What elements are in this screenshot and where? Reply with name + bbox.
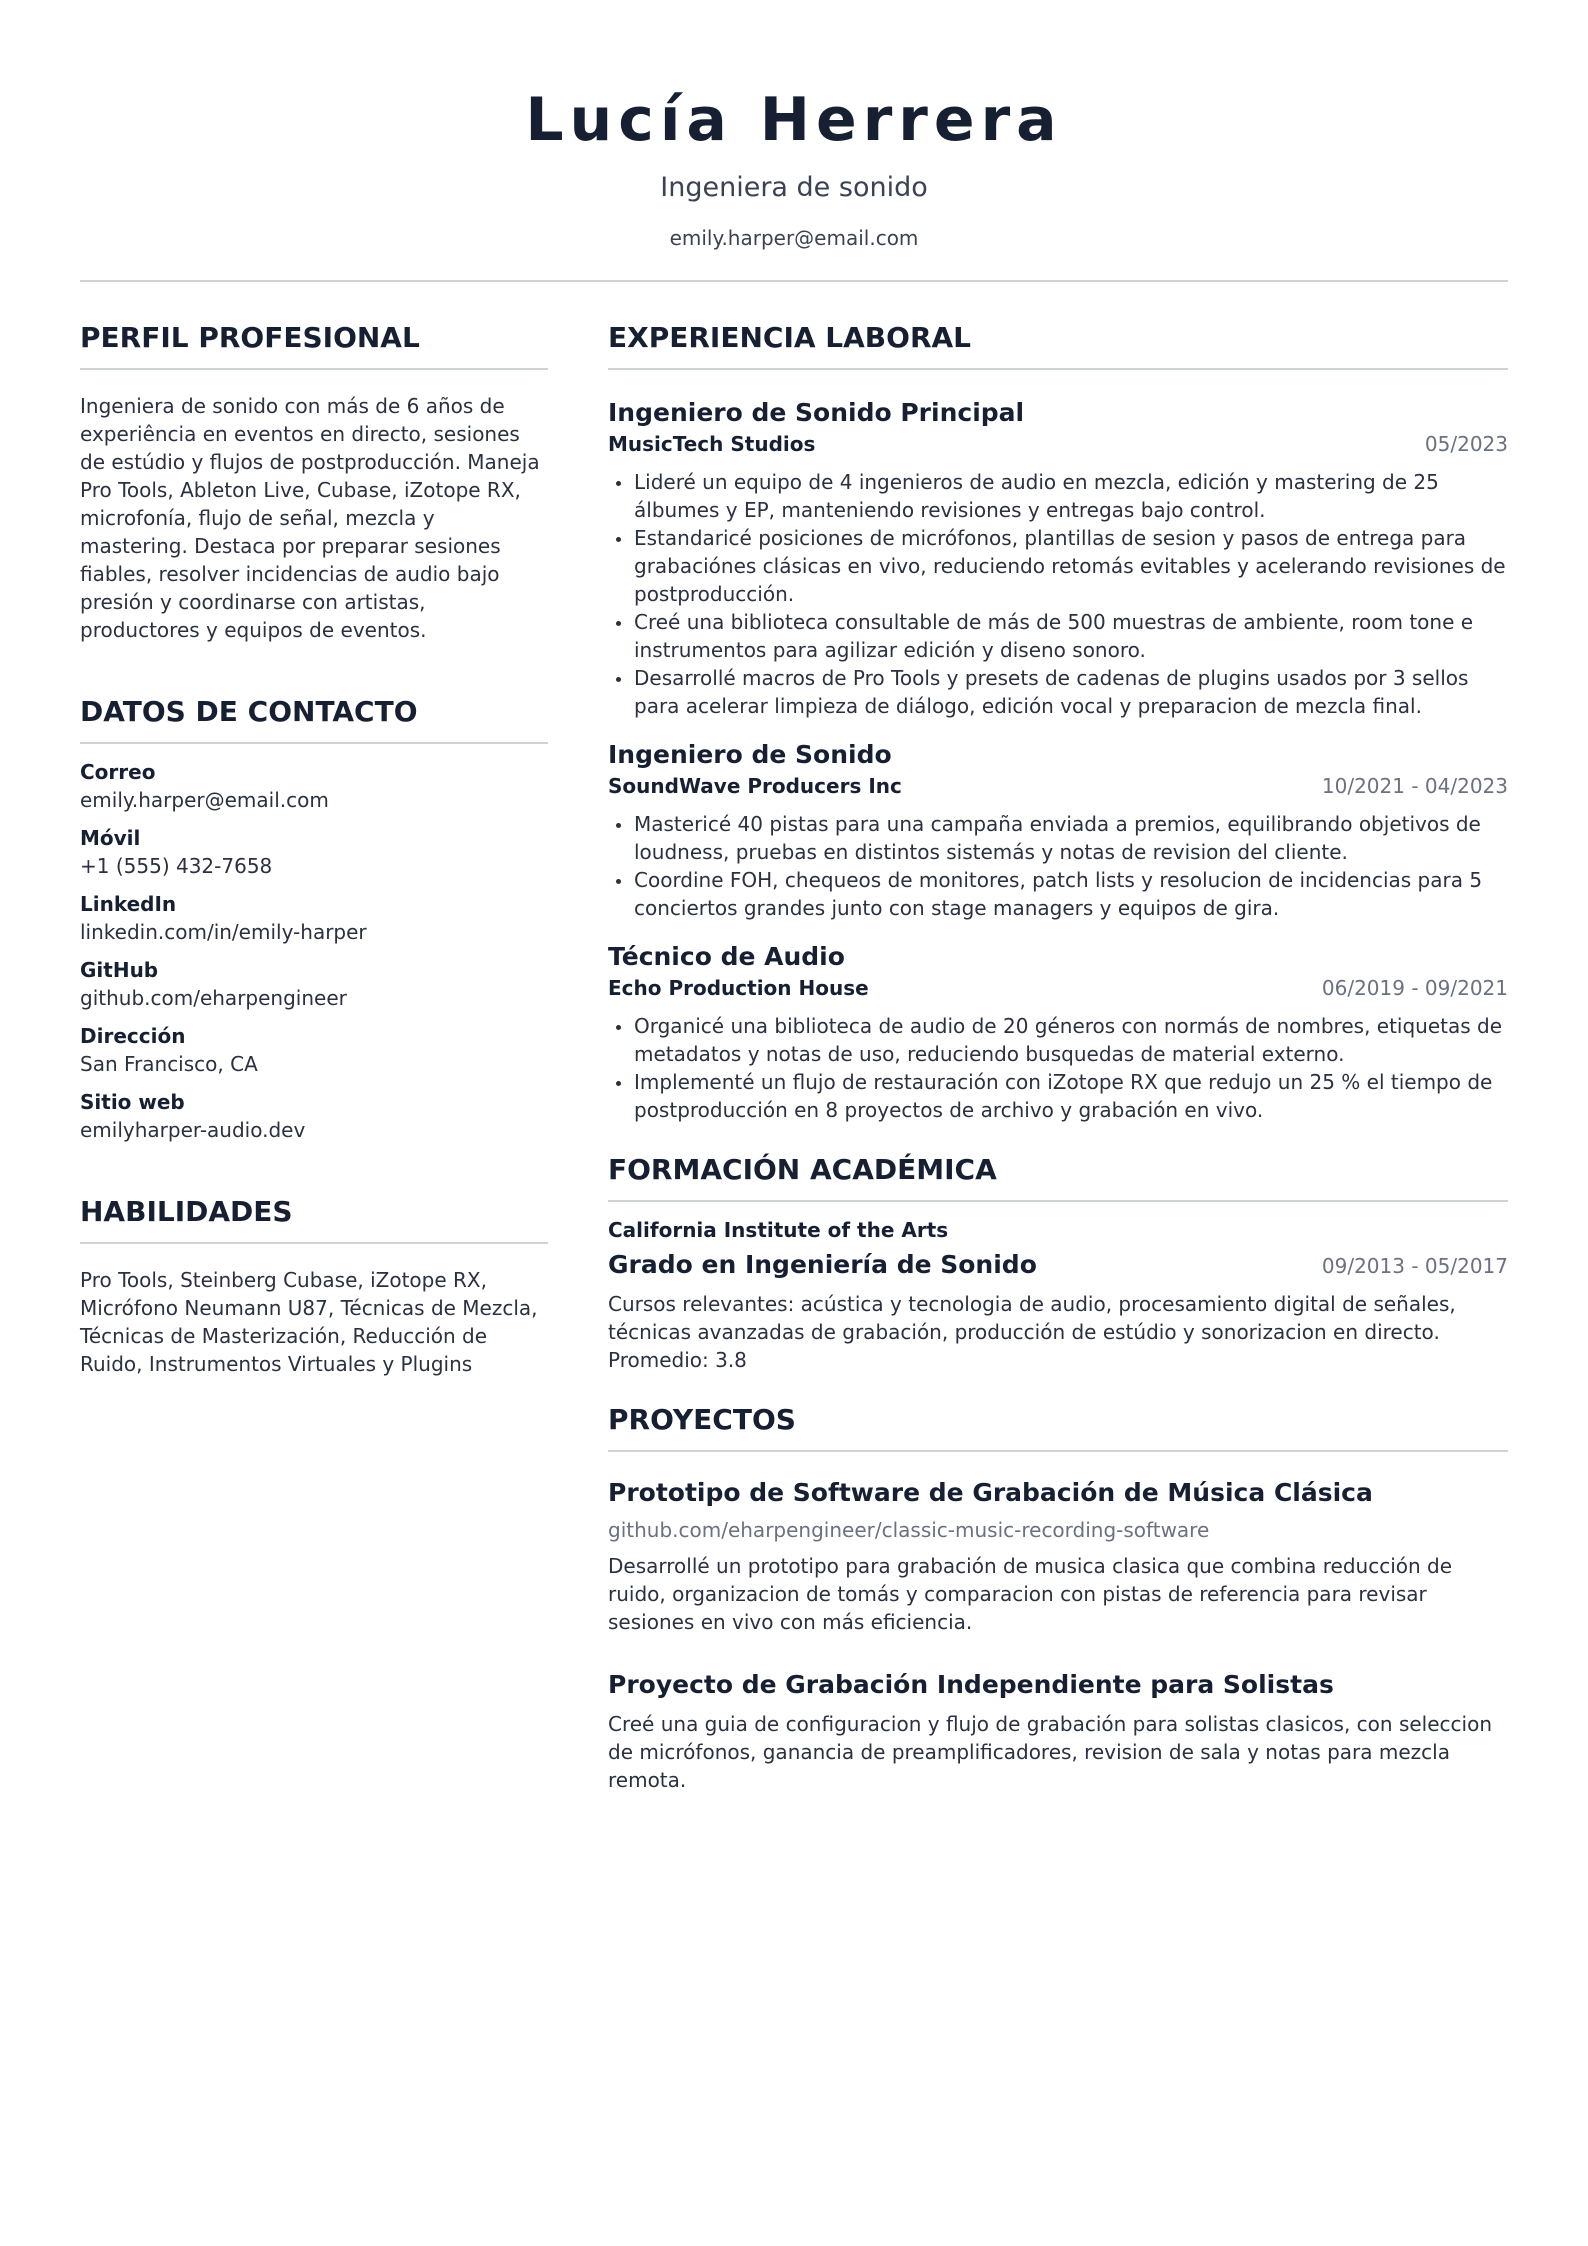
section-divider: [80, 368, 548, 370]
contact-email[interactable]: emily.harper@email.com: [80, 788, 329, 812]
contact-heading: DATOS DE CONTACTO: [80, 695, 418, 728]
job-company: SoundWave Producers Inc: [608, 774, 902, 798]
project-link[interactable]: github.com/eharpengineer/classic-music-recording-software: [608, 1518, 1210, 1542]
job-bullet: Organicé una biblioteca de audio de 20 géneros con normás de nombres, etiquetas de metadatos y notas de uso, reduciendo busquedas de material externo.: [608, 1012, 1508, 1068]
job-bullet: Coordine FOH, chequeos de monitores, patch lists y resolucion de incidencias para 5 conciertos grandes junto con stage managers y equipos de gira.: [608, 866, 1508, 922]
job-bullets: [608, 468, 1508, 720]
job-bullets: [608, 1012, 1508, 1124]
job-date: 06/2019 - 09/2021: [1321, 976, 1508, 1000]
section-divider: [608, 1450, 1508, 1452]
job-bullet: Desarrollé macros de Pro Tools y presets de cadenas de plugins usados por 3 sellos para acelerar limpieza de diálogo, edición vocal y preparacion de mezcla final.: [608, 664, 1508, 720]
job-date: 05/2023: [1424, 432, 1508, 456]
profile-text: Ingeniera de sonido con más de 6 años de experiência en eventos en directo, sesiones de estúdio y flujos de postproducción. Maneja Pro Tools, Ableton Live, Cubase, iZotope RX, microfonía, flujo de señal, mezcla y mastering. Destaca por preparar sesiones fiables, resolver incidencias de audio bajo presión y coordinarse con artistas, productores y equipos de eventos.: [80, 394, 540, 642]
contact-label-linkedin: LinkedIn: [80, 892, 177, 916]
job-company: MusicTech Studios: [608, 432, 816, 456]
education-degree: Grado en Ingeniería de Sonido: [608, 1250, 1037, 1279]
left-column: [80, 318, 548, 1794]
contact-label-website: Sitio web: [80, 1090, 185, 1114]
contact-linkedin[interactable]: linkedin.com/in/emily-harper: [80, 920, 367, 944]
job-entry: [608, 738, 1508, 922]
education-description: Cursos relevantes: acústica y tecnologia de audio, procesamiento digital de señales, técnicas avanzadas de grabación, producción de estúdio y sonorizacion en directo. Promedio: 3.8: [608, 1292, 1456, 1372]
contact-phone[interactable]: +1 (555) 432-7658: [80, 854, 273, 878]
projects-section: [608, 1400, 1508, 1794]
contact-website[interactable]: emilyharper-audio.dev: [80, 1118, 306, 1142]
job-company: Echo Production House: [608, 976, 869, 1000]
project-entry: [608, 1668, 1508, 1794]
right-column: [608, 318, 1508, 1794]
job-title: Ingeniero de Sonido Principal: [608, 398, 1025, 427]
job-entry: [608, 396, 1508, 720]
skills-section: [80, 1192, 548, 1378]
job-title: Ingeniero de Sonido: [608, 740, 892, 769]
section-divider: [80, 742, 548, 744]
candidate-role: Ingeniera de sonido: [660, 172, 928, 203]
candidate-name: Lucía Herrera: [525, 85, 1063, 155]
job-meta: [608, 772, 1508, 800]
project-entry: [608, 1476, 1508, 1636]
experience-heading: EXPERIENCIA LABORAL: [608, 321, 972, 354]
resume-header: [80, 0, 1508, 252]
section-divider: [80, 1242, 548, 1244]
section-divider: [608, 1200, 1508, 1202]
resume-columns: [80, 318, 1508, 1794]
contact-list: [80, 758, 548, 1144]
project-description: Creé una guia de configuracion y flujo de grabación para solistas clasicos, con seleccion de micrófonos, ganancia de preamplificadores, revision de sala y notas para mezcla remota.: [608, 1712, 1492, 1792]
contact-label-phone: Móvil: [80, 826, 141, 850]
contact-label-address: Dirección: [80, 1024, 186, 1048]
experience-section: [608, 318, 1508, 1124]
job-meta: [608, 974, 1508, 1002]
contact-label-github: GitHub: [80, 958, 159, 982]
header-divider: [80, 280, 1508, 282]
profile-section: [80, 318, 548, 644]
job-bullet: Estandaricé posiciones de micrófonos, plantillas de sesion y pasos de entrega para grabaciónes clásicas en vivo, reduciendo retomás evitables y acelerando revisiones de postproducción.: [608, 524, 1508, 608]
skills-text: Pro Tools, Steinberg Cubase, iZotope RX, Micrófono Neumann U87, Técnicas de Mezcla, Técnicas de Masterización, Reducción de Ruido, Instrumentos Virtuales y Plugins: [80, 1268, 538, 1376]
education-date: 09/2013 - 05/2017: [1321, 1254, 1508, 1278]
job-bullets: [608, 810, 1508, 922]
header-email[interactable]: emily.harper@email.com: [669, 226, 919, 250]
job-title: Técnico de Audio: [608, 942, 845, 971]
job-entry: [608, 940, 1508, 1124]
job-date: 10/2021 - 04/2023: [1321, 774, 1508, 798]
skills-heading: HABILIDADES: [80, 1195, 293, 1228]
job-bullet: Lideré un equipo de 4 ingenieros de audio en mezcla, edición y mastering de 25 álbumes y EP, manteniendo revisiones y entregas bajo control.: [608, 468, 1508, 524]
education-section: [608, 1150, 1508, 1374]
profile-heading: PERFIL PROFESIONAL: [80, 321, 420, 354]
job-bullet: Creé una biblioteca consultable de más de 500 muestras de ambiente, room tone e instrumentos para agilizar edición y diseno sonoro.: [608, 608, 1508, 664]
project-description: Desarrollé un prototipo para grabación de musica clasica que combina reducción de ruido, organizacion de tomás y comparacion con pistas de referencia para revisar sesiones en vivo con más eficiencia.: [608, 1554, 1453, 1634]
job-bullet: Mastericé 40 pistas para una campaña enviada a premios, equilibrando objetivos de loudness, pruebas en distintos sistemás y notas de revision del cliente.: [608, 810, 1508, 866]
projects-heading: PROYECTOS: [608, 1403, 796, 1436]
education-institution: California Institute of the Arts: [608, 1218, 949, 1242]
contact-section: [80, 692, 548, 1144]
contact-label-email: Correo: [80, 760, 156, 784]
education-heading: FORMACIÓN ACADÉMICA: [608, 1153, 997, 1186]
contact-address: San Francisco, CA: [80, 1052, 258, 1076]
project-title: Proyecto de Grabación Independiente para Solistas: [608, 1670, 1334, 1699]
section-divider: [608, 368, 1508, 370]
job-bullet: Implementé un flujo de restauración con iZotope RX que redujo un 25 % el tiempo de postproducción en 8 proyectos de archivo y grabación en vivo.: [608, 1068, 1508, 1124]
contact-github[interactable]: github.com/eharpengineer: [80, 986, 347, 1010]
project-title: Prototipo de Software de Grabación de Música Clásica: [608, 1478, 1373, 1507]
job-meta: [608, 430, 1508, 458]
education-meta: [608, 1248, 1508, 1282]
